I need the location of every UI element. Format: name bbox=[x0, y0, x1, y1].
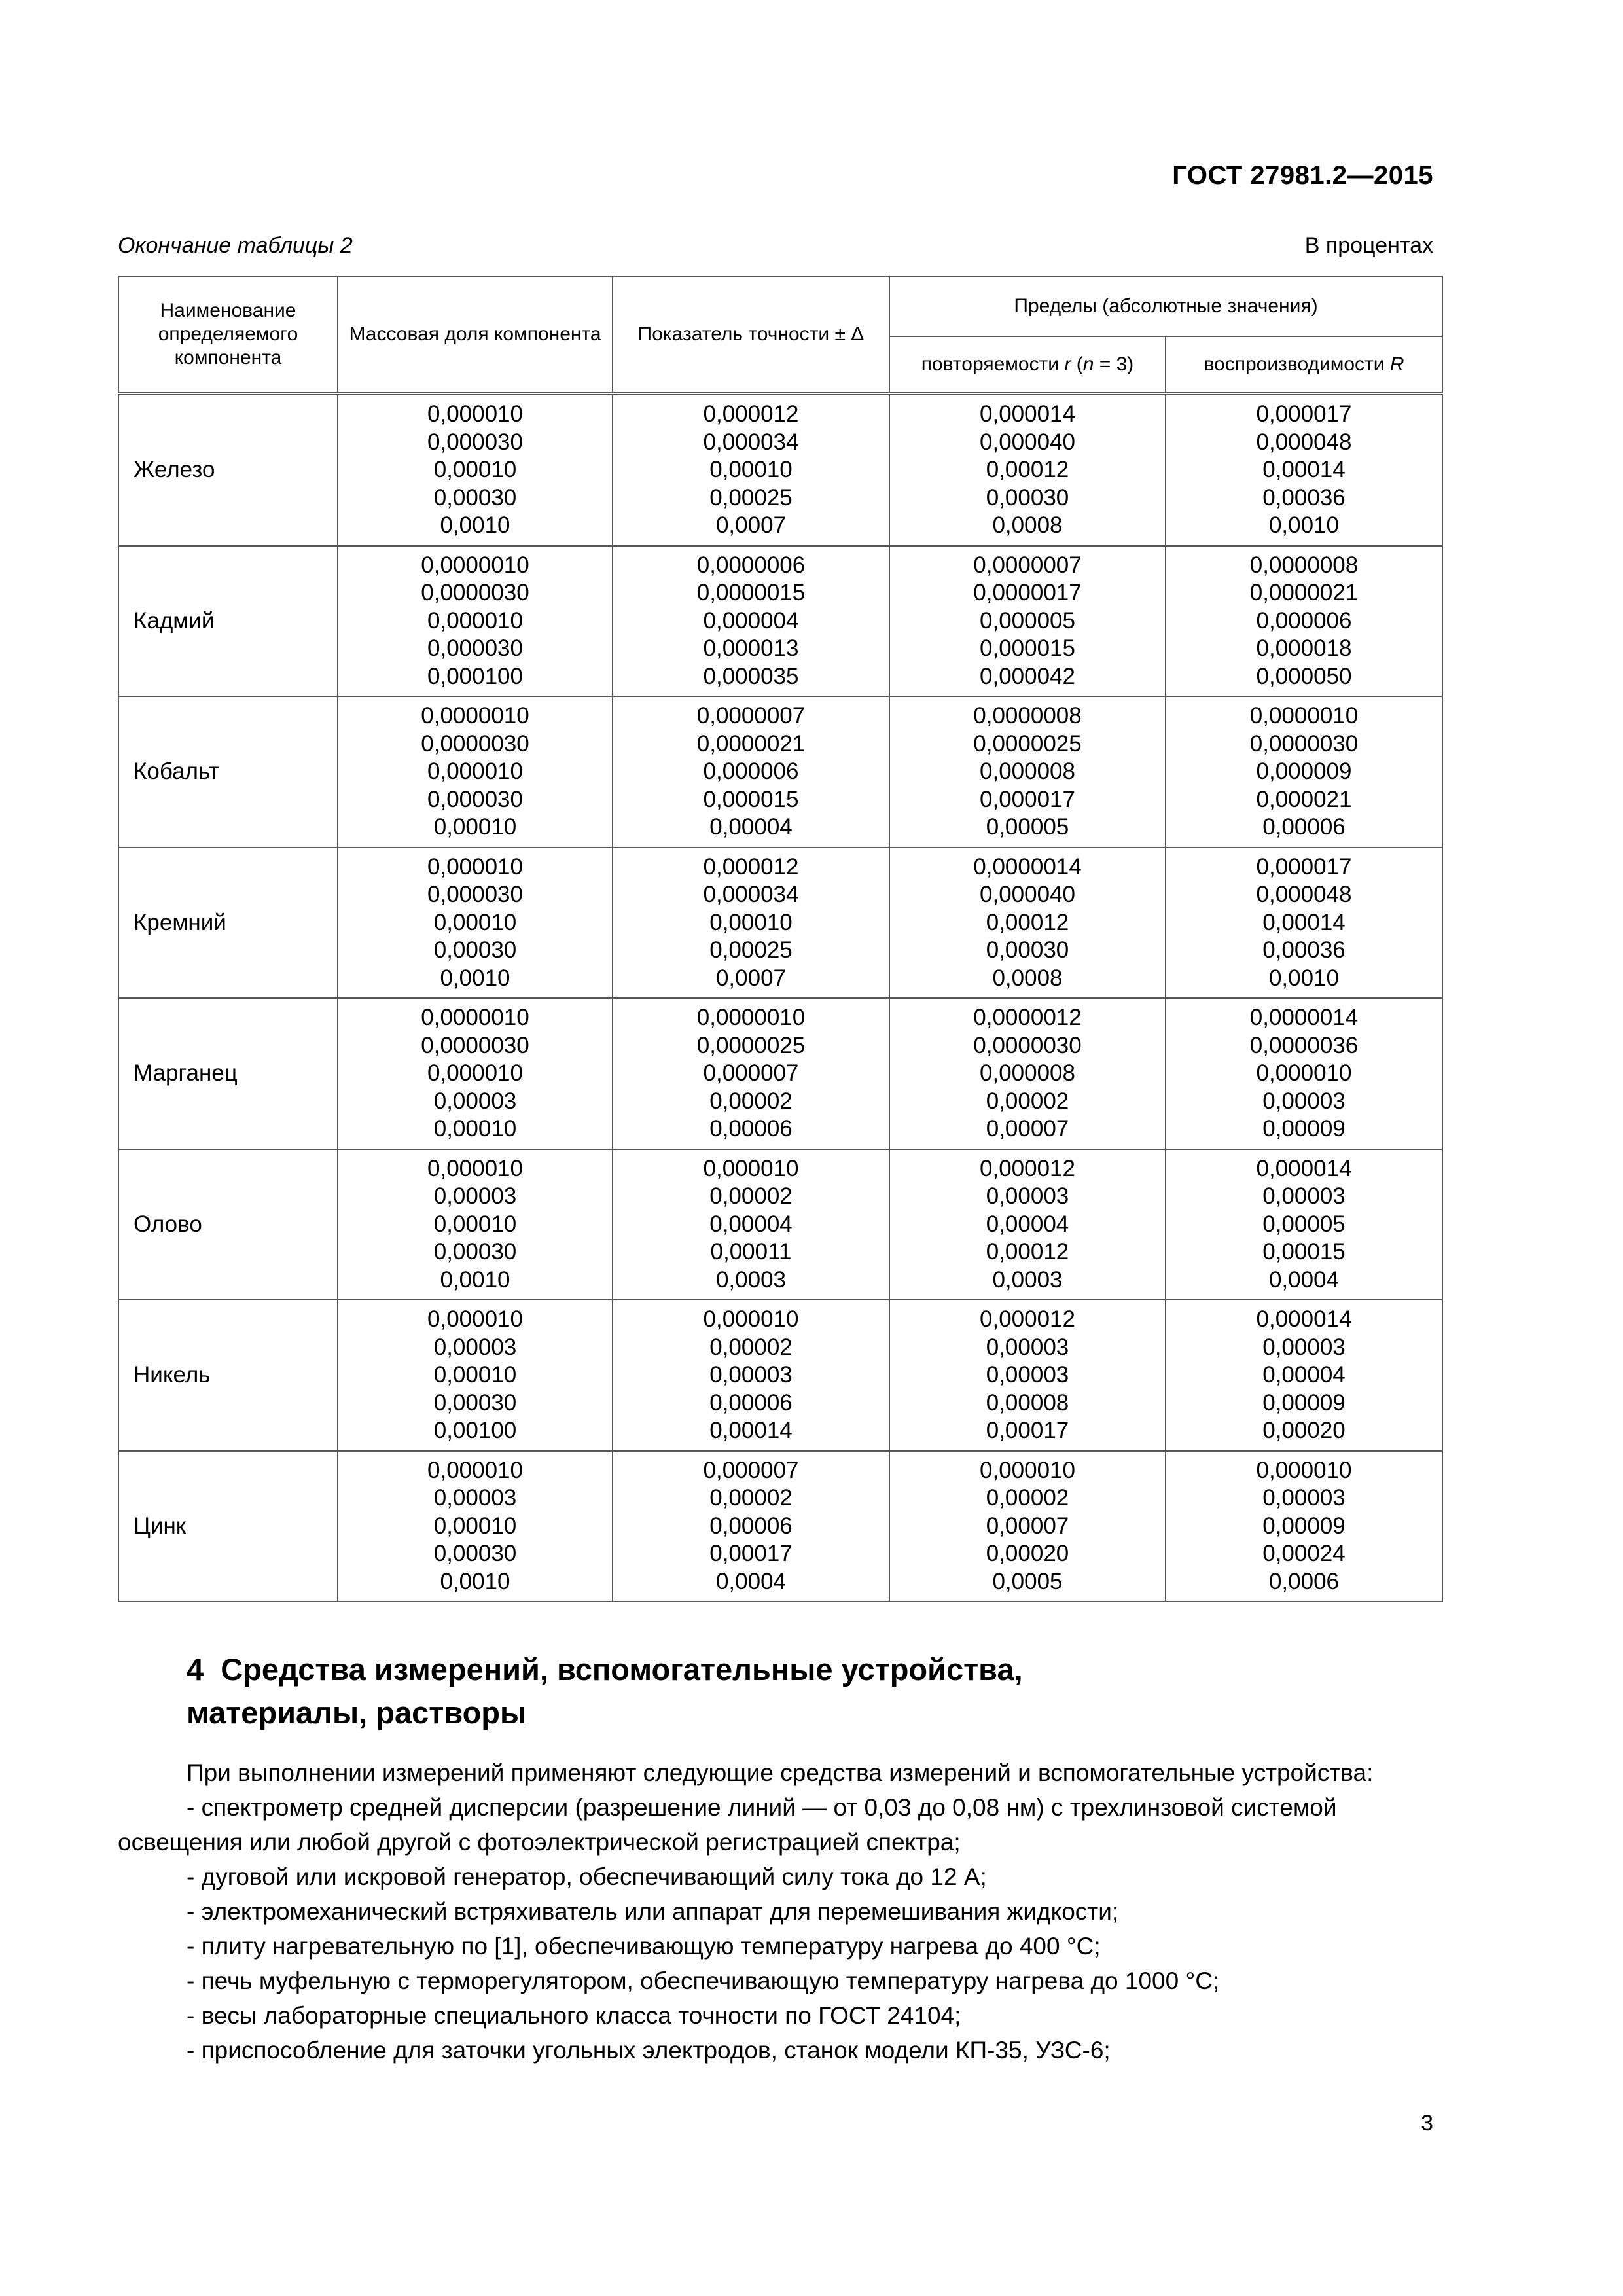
accuracy-value: 0,00006 bbox=[709, 1513, 793, 1539]
mass-value: 0,00010 bbox=[433, 909, 517, 935]
accuracy-value: 0,00004 bbox=[709, 814, 793, 840]
accuracy-value: 0,0000007 bbox=[696, 703, 806, 728]
accuracy-value: 0,00025 bbox=[709, 484, 793, 511]
cell-reproducibility bbox=[1166, 394, 1442, 546]
accuracy-value: 0,0000010 bbox=[696, 1005, 806, 1030]
repeatability-value: 0,000008 bbox=[980, 759, 1075, 784]
cell-mass bbox=[338, 394, 613, 546]
repeatability-value: 0,00012 bbox=[986, 909, 1069, 935]
repeatability-label: повторяемости bbox=[921, 353, 1065, 375]
mass-value: 0,00003 bbox=[433, 1183, 517, 1209]
reproducibility-value: 0,000018 bbox=[1256, 636, 1352, 661]
section-heading bbox=[187, 1648, 1299, 1734]
table-row bbox=[118, 848, 1442, 999]
mass-value: 0,00030 bbox=[433, 1541, 517, 1566]
mass-value: 0,000010 bbox=[427, 607, 523, 634]
repeatability-value: 0,0000025 bbox=[973, 730, 1082, 757]
repeatability-value: 0,000012 bbox=[980, 1155, 1075, 1181]
repeatability-value: 0,000042 bbox=[980, 663, 1075, 689]
repeatability-paren: ( bbox=[1071, 353, 1083, 375]
mass-value: 0,000010 bbox=[427, 401, 523, 427]
section-number: 4 bbox=[187, 1652, 204, 1687]
cell-mass bbox=[338, 696, 613, 848]
mass-value: 0,000010 bbox=[427, 1457, 523, 1483]
cell-repeatability bbox=[889, 1300, 1166, 1451]
reproducibility-value: 0,00009 bbox=[1262, 1390, 1346, 1416]
accuracy-value: 0,000012 bbox=[703, 853, 799, 880]
reproducibility-value: 0,000009 bbox=[1256, 759, 1352, 784]
component-name: Цинк bbox=[118, 1451, 338, 1602]
reproducibility-value: 0,0000010 bbox=[1249, 703, 1359, 728]
units-caption: В процентах bbox=[1304, 233, 1433, 258]
repeatability-value: 0,00007 bbox=[986, 1513, 1069, 1539]
mass-value: 0,000030 bbox=[427, 786, 523, 812]
mass-value: 0,00030 bbox=[433, 1239, 517, 1265]
accuracy-value: 0,00011 bbox=[710, 1239, 792, 1265]
cell-repeatability bbox=[889, 998, 1166, 1149]
table-caption: Окончание таблицы 2 bbox=[118, 233, 353, 258]
accuracy-value: 0,00002 bbox=[709, 1088, 793, 1114]
cell-accuracy bbox=[613, 1149, 889, 1300]
repeatability-value: 0,00003 bbox=[986, 1334, 1069, 1360]
cell-mass bbox=[338, 546, 613, 697]
reproducibility-value: 0,00006 bbox=[1262, 814, 1346, 840]
equipment-item: - плиту нагревательную по [1], обеспечивающую температуру нагрева до 400 °С; bbox=[187, 1933, 1101, 1960]
col-header-mass: Массовая доля компонента bbox=[338, 276, 613, 394]
equipment-item: - приспособление для заточки угольных электродов, станок модели КП-35, УЗС-6; bbox=[187, 2037, 1111, 2064]
reproducibility-value: 0,00015 bbox=[1262, 1239, 1346, 1265]
cell-reproducibility bbox=[1166, 1300, 1442, 1451]
mass-value: 0,000030 bbox=[427, 882, 523, 907]
repeatability-value: 0,000017 bbox=[980, 786, 1075, 812]
reproducibility-value: 0,000050 bbox=[1256, 663, 1352, 689]
repeatability-value: 0,00012 bbox=[986, 457, 1069, 482]
repeatability-n-symbol: n bbox=[1082, 353, 1094, 375]
repeatability-value: 0,0000017 bbox=[973, 580, 1082, 605]
mass-value: 0,00030 bbox=[433, 484, 517, 511]
equipment-item: - весы лабораторные специального класса точности по ГОСТ 24104; bbox=[187, 2002, 961, 2029]
cell-accuracy bbox=[613, 394, 889, 546]
equipment-item: - печь муфельную с терморегулятором, обеспечивающую температуру нагрева до 1000 °С; bbox=[187, 1967, 1220, 1994]
col-header-reproducibility bbox=[1166, 336, 1442, 394]
cell-reproducibility bbox=[1166, 546, 1442, 697]
cell-mass bbox=[338, 1300, 613, 1451]
repeatability-value: 0,0000007 bbox=[973, 552, 1082, 578]
table-row bbox=[118, 696, 1442, 848]
reproducibility-value: 0,00014 bbox=[1262, 457, 1346, 482]
cell-mass bbox=[338, 1451, 613, 1602]
repeatability-value: 0,00003 bbox=[986, 1362, 1069, 1388]
reproducibility-value: 0,0000036 bbox=[1249, 1032, 1359, 1058]
repeatability-value: 0,0008 bbox=[992, 512, 1063, 538]
reproducibility-value: 0,00014 bbox=[1262, 909, 1346, 935]
accuracy-value: 0,000034 bbox=[703, 882, 799, 907]
accuracy-value: 0,000004 bbox=[703, 607, 799, 634]
accuracy-value: 0,0004 bbox=[715, 1568, 787, 1594]
mass-value: 0,0000030 bbox=[421, 730, 529, 757]
cell-accuracy bbox=[613, 1300, 889, 1451]
accuracy-value: 0,00002 bbox=[709, 1334, 793, 1360]
reproducibility-symbol: R bbox=[1389, 353, 1404, 375]
cell-reproducibility bbox=[1166, 696, 1442, 848]
reproducibility-value: 0,0004 bbox=[1268, 1266, 1340, 1293]
reproducibility-value: 0,00024 bbox=[1262, 1541, 1346, 1566]
repeatability-value: 0,000040 bbox=[980, 882, 1075, 907]
component-name: Кобальт bbox=[118, 696, 338, 848]
reproducibility-value: 0,000014 bbox=[1256, 1306, 1352, 1332]
mass-value: 0,0000010 bbox=[421, 552, 529, 578]
page-number: 3 bbox=[1421, 2111, 1433, 2136]
accuracy-value: 0,000012 bbox=[703, 401, 799, 427]
col-header-accuracy: Показатель точности ± Δ bbox=[613, 276, 889, 394]
reproducibility-value: 0,0000008 bbox=[1249, 552, 1359, 578]
accuracy-value: 0,000015 bbox=[703, 786, 799, 812]
reproducibility-value: 0,000014 bbox=[1256, 1155, 1352, 1181]
reproducibility-value: 0,0000030 bbox=[1249, 730, 1359, 757]
col-header-name: Наименование определяемого компонента bbox=[118, 276, 338, 394]
repeatability-value: 0,00008 bbox=[986, 1390, 1069, 1416]
accuracy-value: 0,00014 bbox=[709, 1418, 793, 1443]
repeatability-value: 0,00003 bbox=[986, 1183, 1069, 1209]
repeatability-value: 0,00002 bbox=[986, 1088, 1069, 1114]
mass-value: 0,00010 bbox=[433, 1513, 517, 1539]
table-body bbox=[118, 394, 1442, 1602]
equipment-list bbox=[118, 1790, 1442, 2068]
accuracy-value: 0,0007 bbox=[715, 965, 787, 991]
mass-value: 0,00030 bbox=[433, 1390, 517, 1416]
mass-value: 0,000010 bbox=[427, 1060, 523, 1086]
reproducibility-value: 0,0006 bbox=[1268, 1568, 1340, 1594]
repeatability-value: 0,0003 bbox=[992, 1266, 1063, 1293]
reproducibility-value: 0,00004 bbox=[1262, 1362, 1346, 1388]
mass-value: 0,00010 bbox=[433, 814, 517, 840]
mass-value: 0,0000030 bbox=[421, 580, 529, 605]
table-header bbox=[118, 276, 1442, 394]
accuracy-value: 0,00017 bbox=[709, 1541, 793, 1566]
accuracy-value: 0,000035 bbox=[703, 663, 799, 689]
repeatability-value: 0,000014 bbox=[980, 401, 1075, 427]
reproducibility-value: 0,0000014 bbox=[1249, 1005, 1359, 1030]
repeatability-value: 0,00017 bbox=[986, 1418, 1069, 1443]
mass-value: 0,0000010 bbox=[421, 703, 529, 728]
section-title-line2: материалы, растворы bbox=[187, 1695, 527, 1730]
equipment-item: - спектрометр средней дисперсии (разрешение линий — от 0,03 до 0,08 нм) с трехлинзовой системой освещения или любой другой с фотоэлектрической регистрацией спектра; bbox=[118, 1794, 1337, 1856]
equipment-item: - электромеханический встряхиватель или аппарат для перемешивания жидкости; bbox=[187, 1898, 1119, 1925]
mass-value: 0,000030 bbox=[427, 636, 523, 661]
mass-value: 0,00010 bbox=[433, 1362, 517, 1388]
cell-repeatability bbox=[889, 394, 1166, 546]
accuracy-value: 0,000034 bbox=[703, 429, 799, 455]
cell-reproducibility bbox=[1166, 1149, 1442, 1300]
mass-value: 0,00030 bbox=[433, 937, 517, 963]
reproducibility-value: 0,00036 bbox=[1262, 937, 1346, 963]
repeatability-value: 0,000015 bbox=[980, 636, 1075, 661]
cell-accuracy bbox=[613, 546, 889, 697]
reproducibility-value: 0,000017 bbox=[1256, 853, 1352, 880]
component-name: Железо bbox=[118, 394, 338, 546]
accuracy-value: 0,000007 bbox=[703, 1060, 799, 1086]
mass-value: 0,0010 bbox=[440, 512, 510, 538]
col-header-repeatability bbox=[889, 336, 1166, 394]
repeatability-value: 0,00030 bbox=[986, 937, 1069, 963]
reproducibility-value: 0,00036 bbox=[1262, 484, 1346, 511]
cell-mass bbox=[338, 848, 613, 999]
accuracy-value: 0,0007 bbox=[715, 512, 787, 538]
mass-value: 0,00003 bbox=[433, 1334, 517, 1360]
reproducibility-value: 0,000021 bbox=[1256, 786, 1352, 812]
equipment-item: - дуговой или искровой генератор, обеспечивающий силу тока до 12 А; bbox=[187, 1863, 987, 1890]
accuracy-value: 0,00010 bbox=[709, 909, 793, 935]
reproducibility-value: 0,00020 bbox=[1262, 1418, 1346, 1443]
cell-mass bbox=[338, 1149, 613, 1300]
reproducibility-value: 0,00005 bbox=[1262, 1211, 1346, 1237]
accuracy-value: 0,000010 bbox=[703, 1306, 799, 1332]
repeatability-value: 0,000010 bbox=[980, 1457, 1075, 1483]
repeatability-value: 0,00007 bbox=[986, 1116, 1069, 1141]
mass-value: 0,000010 bbox=[427, 853, 523, 880]
mass-value: 0,000010 bbox=[427, 759, 523, 784]
cell-reproducibility bbox=[1166, 1451, 1442, 1602]
reproducibility-value: 0,000010 bbox=[1256, 1457, 1352, 1483]
repeatability-value: 0,0000008 bbox=[973, 703, 1082, 728]
component-name: Марганец bbox=[118, 998, 338, 1149]
cell-accuracy bbox=[613, 998, 889, 1149]
cell-accuracy bbox=[613, 1451, 889, 1602]
mass-value: 0,0010 bbox=[440, 1568, 510, 1594]
table-row bbox=[118, 1451, 1442, 1602]
accuracy-value: 0,000007 bbox=[703, 1457, 799, 1483]
reproducibility-value: 0,00003 bbox=[1262, 1183, 1346, 1209]
cell-accuracy bbox=[613, 848, 889, 999]
section-intro: При выполнении измерений применяют следующие средства измерений и вспомогательные устройства: bbox=[187, 1759, 1374, 1786]
reproducibility-value: 0,000017 bbox=[1256, 401, 1352, 427]
reproducibility-value: 0,00009 bbox=[1262, 1116, 1346, 1141]
table-row bbox=[118, 1149, 1442, 1300]
mass-value: 0,0000010 bbox=[421, 1005, 529, 1030]
table-row bbox=[118, 998, 1442, 1149]
mass-value: 0,00003 bbox=[433, 1088, 517, 1114]
repeatability-value: 0,000012 bbox=[980, 1306, 1075, 1332]
reproducibility-value: 0,0000021 bbox=[1249, 580, 1359, 605]
component-name: Олово bbox=[118, 1149, 338, 1300]
repeatability-value: 0,0005 bbox=[992, 1568, 1063, 1594]
reproducibility-value: 0,00009 bbox=[1262, 1513, 1346, 1539]
mass-value: 0,00003 bbox=[433, 1485, 517, 1511]
repeatability-value: 0,00030 bbox=[986, 484, 1069, 511]
component-name: Никель bbox=[118, 1300, 338, 1451]
table-row bbox=[118, 1300, 1442, 1451]
repeatability-value: 0,000005 bbox=[980, 607, 1075, 634]
cell-repeatability bbox=[889, 696, 1166, 848]
accuracy-value: 0,0000015 bbox=[696, 580, 806, 605]
accuracy-value: 0,0000025 bbox=[696, 1032, 806, 1058]
cell-repeatability bbox=[889, 1149, 1166, 1300]
accuracy-value: 0,00010 bbox=[709, 457, 793, 482]
section-title-line1: Средства измерений, вспомогательные устройства, bbox=[221, 1652, 1023, 1687]
mass-value: 0,000010 bbox=[427, 1155, 523, 1181]
repeatability-symbol: r bbox=[1064, 353, 1071, 375]
mass-value: 0,00010 bbox=[433, 1211, 517, 1237]
reproducibility-label: воспроизводимости bbox=[1204, 353, 1390, 375]
accuracy-value: 0,0000006 bbox=[696, 552, 806, 578]
accuracy-value: 0,00006 bbox=[709, 1390, 793, 1416]
reproducibility-value: 0,000010 bbox=[1256, 1060, 1352, 1086]
table-row bbox=[118, 546, 1442, 697]
accuracy-value: 0,0003 bbox=[715, 1266, 787, 1293]
accuracy-value: 0,000006 bbox=[703, 759, 799, 784]
reproducibility-value: 0,000048 bbox=[1256, 429, 1352, 455]
document-code: ГОСТ 27981.2—2015 bbox=[1172, 161, 1433, 190]
repeatability-n-value: = 3) bbox=[1094, 353, 1134, 375]
reproducibility-value: 0,00003 bbox=[1262, 1334, 1346, 1360]
accuracy-value: 0,00004 bbox=[709, 1211, 793, 1237]
accuracy-value: 0,000010 bbox=[703, 1155, 799, 1181]
accuracy-value: 0,000013 bbox=[703, 636, 799, 661]
accuracy-value: 0,00025 bbox=[709, 937, 793, 963]
repeatability-value: 0,000040 bbox=[980, 429, 1075, 455]
cell-reproducibility bbox=[1166, 848, 1442, 999]
table-row bbox=[118, 394, 1442, 546]
accuracy-value: 0,00002 bbox=[709, 1485, 793, 1511]
accuracy-value: 0,0000021 bbox=[696, 730, 806, 757]
repeatability-value: 0,000008 bbox=[980, 1060, 1075, 1086]
repeatability-value: 0,00020 bbox=[986, 1541, 1069, 1566]
mass-value: 0,00010 bbox=[433, 457, 517, 482]
mass-value: 0,0000030 bbox=[421, 1032, 529, 1058]
mass-value: 0,000030 bbox=[427, 429, 523, 455]
component-name: Кадмий bbox=[118, 546, 338, 697]
repeatability-value: 0,0000014 bbox=[973, 853, 1082, 880]
repeatability-value: 0,0000030 bbox=[973, 1032, 1082, 1058]
reproducibility-value: 0,000006 bbox=[1256, 607, 1352, 634]
mass-value: 0,000100 bbox=[427, 663, 523, 689]
cell-repeatability bbox=[889, 546, 1166, 697]
cell-reproducibility bbox=[1166, 998, 1442, 1149]
cell-mass bbox=[338, 998, 613, 1149]
mass-value: 0,0010 bbox=[440, 965, 510, 991]
section-body bbox=[118, 1755, 1442, 2068]
repeatability-value: 0,0008 bbox=[992, 965, 1063, 991]
component-name: Кремний bbox=[118, 848, 338, 999]
accuracy-value: 0,00006 bbox=[709, 1116, 793, 1141]
repeatability-value: 0,00002 bbox=[986, 1485, 1069, 1511]
reproducibility-value: 0,000048 bbox=[1256, 882, 1352, 907]
mass-value: 0,00100 bbox=[433, 1418, 517, 1443]
accuracy-value: 0,00003 bbox=[709, 1362, 793, 1388]
reproducibility-value: 0,00003 bbox=[1262, 1485, 1346, 1511]
repeatability-value: 0,0000012 bbox=[973, 1005, 1082, 1030]
repeatability-value: 0,00012 bbox=[986, 1239, 1069, 1265]
repeatability-value: 0,00005 bbox=[986, 814, 1069, 840]
reproducibility-value: 0,00003 bbox=[1262, 1088, 1346, 1114]
mass-value: 0,00010 bbox=[433, 1116, 517, 1141]
repeatability-value: 0,00004 bbox=[986, 1211, 1069, 1237]
cell-accuracy bbox=[613, 696, 889, 848]
mass-value: 0,000010 bbox=[427, 1306, 523, 1332]
accuracy-value: 0,00002 bbox=[709, 1183, 793, 1209]
reproducibility-value: 0,0010 bbox=[1268, 512, 1340, 538]
mass-value: 0,0010 bbox=[440, 1266, 510, 1293]
cell-repeatability bbox=[889, 848, 1166, 999]
cell-repeatability bbox=[889, 1451, 1166, 1602]
data-table bbox=[118, 276, 1443, 1602]
col-header-limits: Пределы (абсолютные значения) bbox=[889, 276, 1442, 336]
reproducibility-value: 0,0010 bbox=[1268, 965, 1340, 991]
